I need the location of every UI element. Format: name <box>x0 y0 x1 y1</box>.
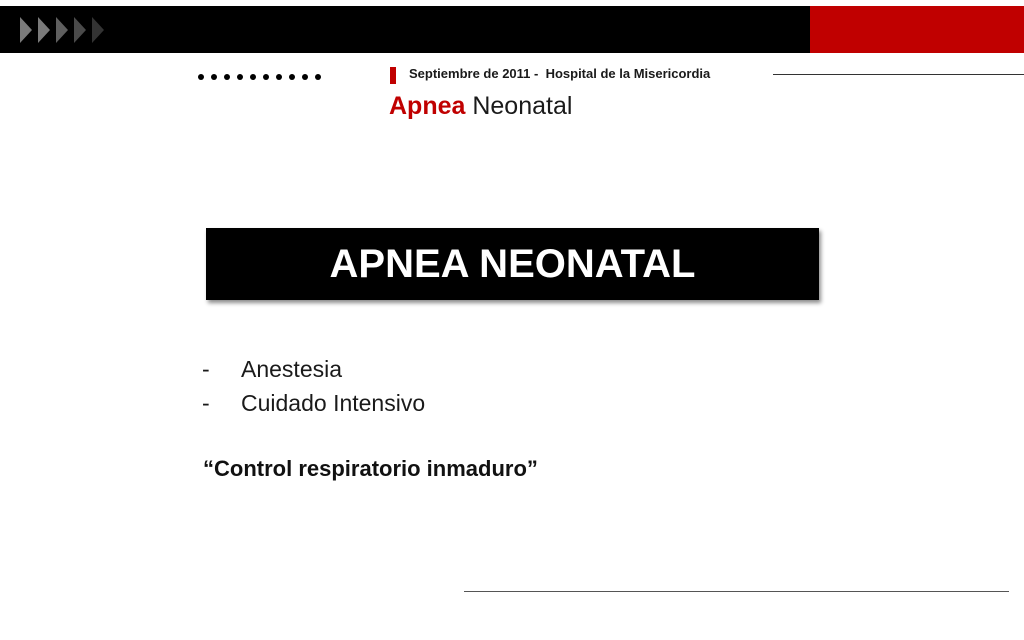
header-divider <box>773 74 1024 75</box>
dot-row-icon <box>198 68 328 86</box>
header-red-marker <box>390 67 396 84</box>
footer-divider <box>464 591 1009 592</box>
slide-title-box <box>206 228 819 300</box>
slide-title-text: APNEA NEONATAL <box>329 241 696 286</box>
page-title-accent: Apnea <box>389 92 466 120</box>
header-meta-text: Septiembre de 2011 - Hospital de la Misericordia <box>409 66 711 81</box>
top-black-bar <box>0 6 810 53</box>
quote-text: “Control respiratorio inmaduro” <box>203 456 538 481</box>
list-item <box>202 388 425 422</box>
bullet-marker: - <box>202 390 210 416</box>
bullet-text: Anestesia <box>241 356 343 382</box>
page-title <box>389 92 572 121</box>
bullet-text: Cuidado Intensivo <box>241 390 426 416</box>
page-title-rest: Neonatal <box>465 92 573 120</box>
list-item <box>202 354 425 388</box>
bullet-list <box>202 354 425 422</box>
top-red-bar <box>810 6 1024 53</box>
bullet-marker: - <box>202 356 210 382</box>
chevron-arrows-icon <box>18 15 108 45</box>
